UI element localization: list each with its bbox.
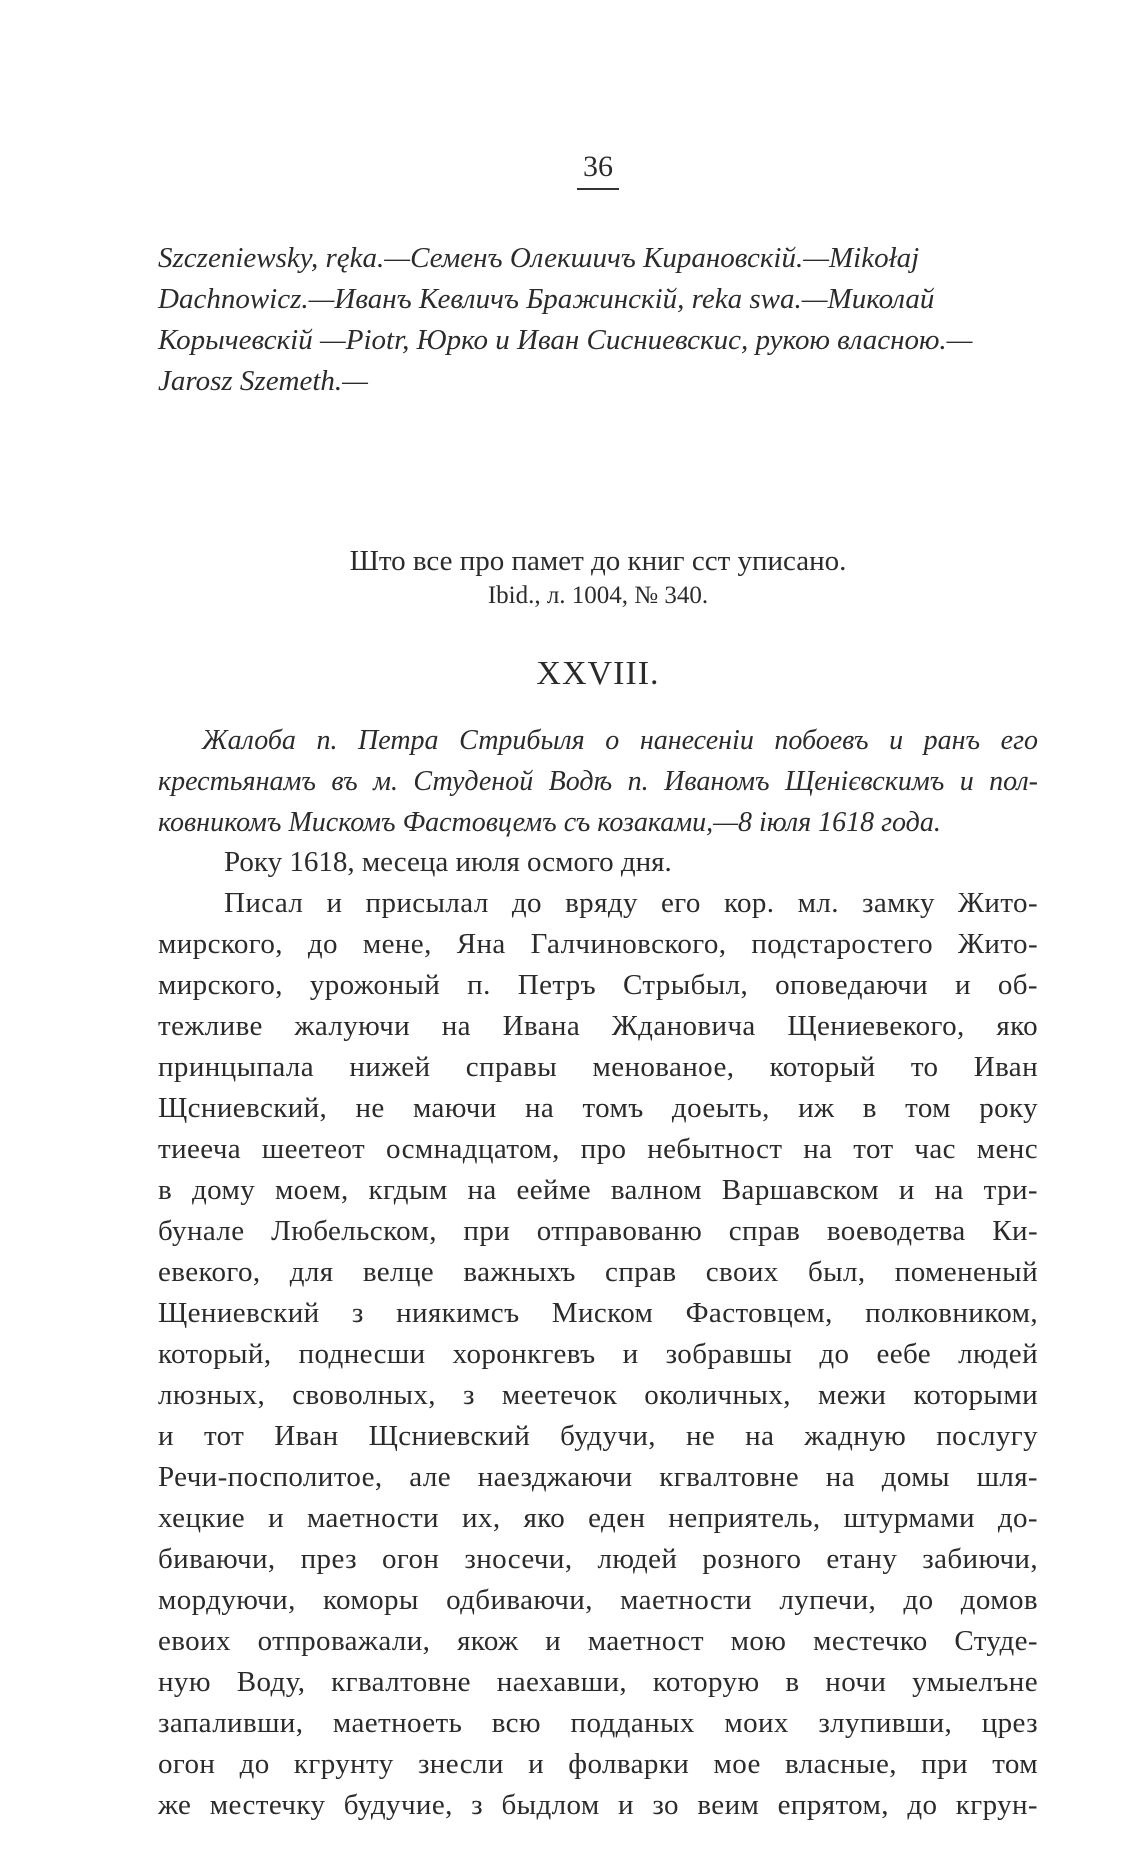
body-line: Писал и присылал до вряду его кор. мл. замку Жито- [224, 887, 1038, 919]
signature-line: Szczeniewsky, ręka.—Семенъ Олекшичъ Кирановскій.—Mikołaj [158, 242, 920, 274]
body-line: Щсниевский, не маючи на томъ доеыть, иж в том року [158, 1092, 1038, 1124]
body-line: люзных, своволных, з меетечок околичных, межи которыми [158, 1379, 1038, 1411]
body-paragraph [158, 883, 1038, 1826]
body-line: запаливши, маетноеть всю подданых моих злупивши, црез [158, 1707, 1038, 1739]
section-number: XXVIII. [536, 655, 660, 692]
body-line: Речи-посполитое, але наезджаючи кгвалтовне на домы шля- [158, 1461, 1038, 1493]
signature-line: Корычевскій —Piotr, Юрко и Иван Сисниевскис, рукою власною.— [158, 324, 973, 356]
source-reference: Ibid., л. 1004, № 340. [487, 582, 709, 609]
body-line: мирского, урожоный п. Петръ Стрыбыл, оповедаючи и об- [158, 969, 1038, 1001]
body-line: Щениевский з ниякимсъ Миском Фастовцем, полковником, [158, 1297, 1038, 1329]
body-line: тежливе жалуючи на Ивана Ждановича Щениевекого, яко [158, 1010, 1038, 1042]
body-line: в дому моем, кгдым на еейме валном Варшавском и на три- [158, 1174, 1038, 1206]
page-number [158, 150, 1038, 190]
signature-line: Dachnowicz.—Иванъ Кевличъ Бражинскій, reka swa.—Миколай [158, 283, 935, 315]
body-line: хецкие и маетности их, яко еден неприятель, штурмами до- [158, 1502, 1038, 1534]
body-line: огон до кгрунту знесли и фолварки мое власные, при том [158, 1748, 1038, 1780]
closing-line: Што все про памет до книг сст уписано. [349, 545, 847, 577]
heading-line: крестьянамъ въ м. Студеной Водѣ п. Иваномъ Щенієвскимъ и пол- [158, 766, 1038, 797]
body-line: мордуючи, коморы одбиваючи, маетности лупечи, до домов [158, 1584, 1038, 1616]
body-line: бунале Любельском, при отправованю справ воеводетва Ки- [158, 1215, 1038, 1247]
body-line: который, поднесши хоронкгевъ и зобравшы до еебе людей [158, 1338, 1038, 1370]
body-line: евоих отпроважали, якож и маетност мою местечко Студе- [158, 1625, 1038, 1657]
date-line: Року 1618, месеца июля осмого дня. [224, 846, 672, 878]
body-line: же местечку будучие, з быдлом и зо веим епрятом, до кгрун- [158, 1789, 1038, 1821]
signature-line: Jarosz Szemeth.— [158, 365, 368, 397]
document-heading [158, 720, 1038, 843]
body-line: принцыпала нижей справы менованое, который то Иван [158, 1051, 1038, 1083]
body-line: евекого, для велце важныхъ справ своих был, помененый [158, 1256, 1038, 1288]
body-line: и тот Иван Щсниевский будучи, не на жадную послугу [158, 1420, 1038, 1452]
body-line: биваючи, през огон зносечи, людей розного етану забиючи, [158, 1543, 1038, 1575]
body-line: мирского, до мене, Яна Галчиновского, подстаростего Жито- [158, 928, 1038, 960]
heading-line: Жалоба п. Петра Стрибыля о нанесеніи побоевъ и ранъ его [202, 725, 1038, 756]
heading-line: ковникомъ Мискомъ Фастовцемъ съ козаками,—8 іюля 1618 года. [158, 807, 941, 838]
body-line: тиееча шеетеот осмнадцатом, про небытност на тот час менс [158, 1133, 1038, 1165]
signatures-paragraph [158, 238, 1038, 402]
body-line: ную Воду, кгвалтовне наехавши, которую в ночи умыелъне [158, 1666, 1038, 1698]
page-number-text: 36 [577, 152, 619, 190]
